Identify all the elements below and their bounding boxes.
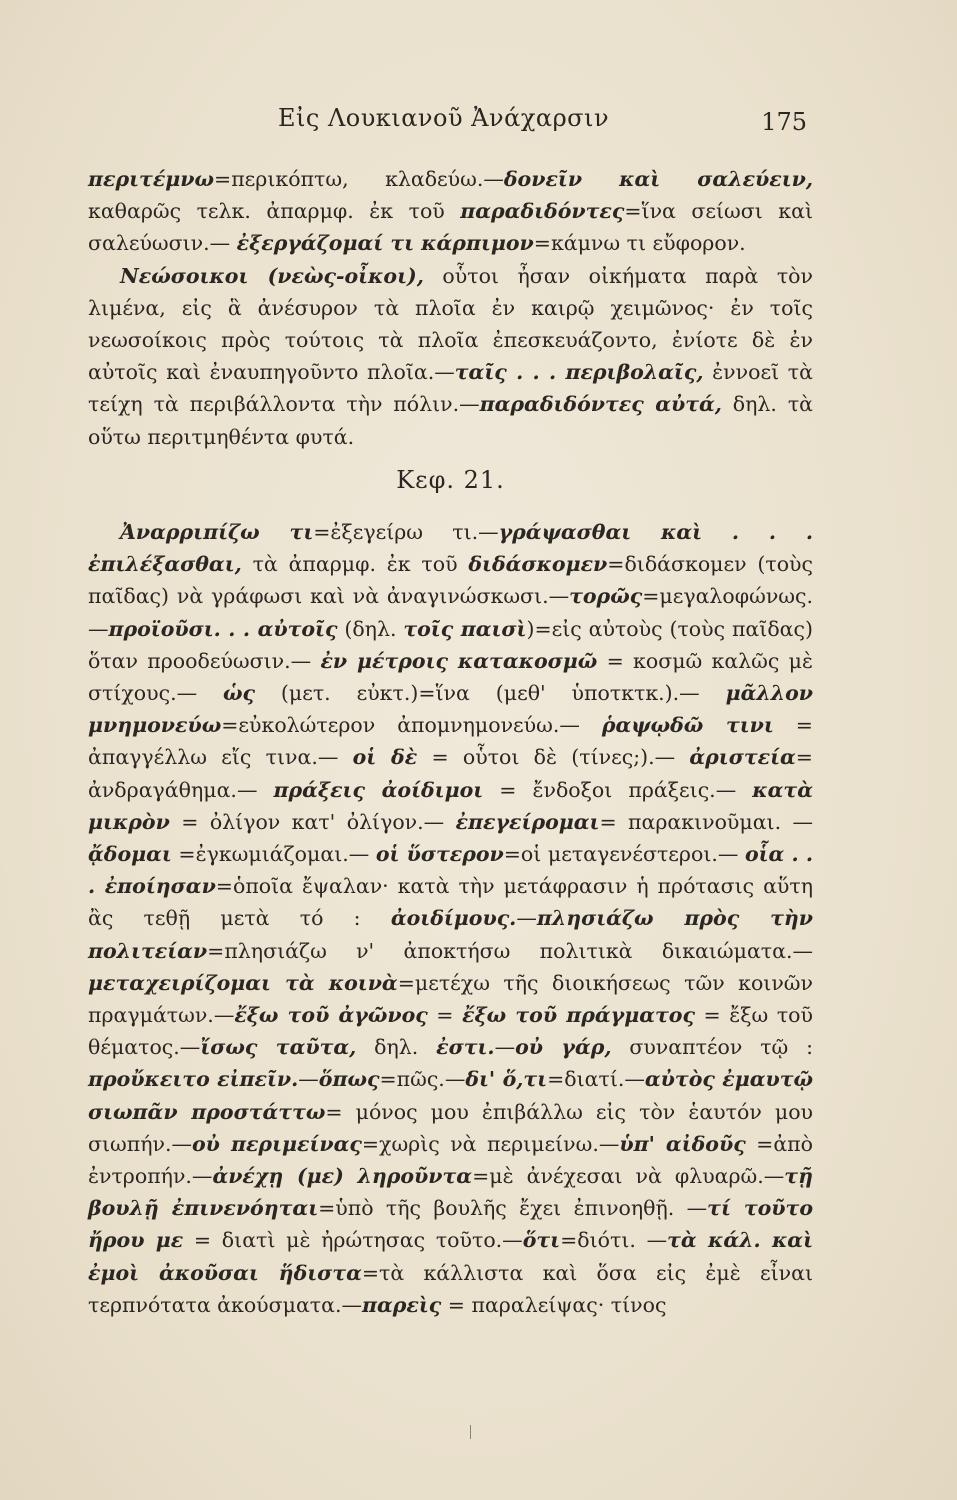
gloss: = οὗτοι δὲ (τίνες;).— xyxy=(417,745,690,770)
lemma: περιτέμνω xyxy=(88,167,215,191)
gloss: =διδάσκομεν (τοὺς παῖδας) νὰ γράφωσι καὶ νὰ ἀναγινώσκωσι.— xyxy=(88,552,813,609)
gloss: =μετέχω τῆς διοικήσεως τῶν κοινῶν πραγμάτων.— xyxy=(88,970,813,1028)
gloss: =ὑπὸ τῆς βουλῆς ἔχει ἐπινοηθῇ. — xyxy=(318,1196,708,1221)
lemma: τί τοῦτο ἤρου με xyxy=(88,1196,813,1253)
lemma: πράξεις ἀοίδιμοι xyxy=(273,777,484,802)
gloss: οὗτοι ἦσαν οἰκήματα παρὰ τὸν λιμένα, εἰς ἃ ἀνέσυρον τὰ πλοῖα ἐν καιρῷ χειμῶνος· ἐν τοῖς νεωσοίκοις πρὸς τούτοις τὰ πλοῖα ἐπεσκευάζοντο, ἐνίοτε δὲ ἐν αὐτοῖς καὶ ἐναυπηγοῦντο πλοῖα.— xyxy=(88,263,813,385)
gloss: = ἀπαγγέλλω εἴς τινα.— xyxy=(88,713,813,770)
gloss: = ὀλίγον κατ' ὀλίγον.— xyxy=(169,809,456,834)
gloss: δηλ. xyxy=(356,1035,437,1060)
gloss: =πλησιάζω ν' ἀποκτήσω πολιτικὰ δικαιώματα.— xyxy=(207,938,813,963)
gloss: =εὐκολώτερον ἀπομνημονεύω.— xyxy=(221,713,602,738)
gloss: =ὁποῖα ἔψαλαν· κατὰ τὴν μετάφρασιν ἡ πρότασις αὕτη ἂς τεθῇ μετὰ τό : xyxy=(88,874,813,931)
gloss: =διότι. — xyxy=(560,1228,668,1253)
gloss: =διατί.— xyxy=(547,1067,645,1092)
gloss: = ἔνδοξοι πράξεις.— xyxy=(483,777,753,802)
lemma: ὑπ' αἰδοῦς xyxy=(619,1131,746,1156)
lemma: προϊοῦσι. . . αὐτοῖς xyxy=(108,616,338,641)
lemma: ῥαψῳδῶ τινι xyxy=(601,713,774,738)
lemma: ἀοιδίμους. xyxy=(390,906,517,931)
lemma: μεταχειρίζομαι τὰ κοινὰ xyxy=(88,970,398,995)
gloss: )=εἰς αὐτοὺς (τοὺς παῖδας) ὅταν προοδεύωσιν.— xyxy=(88,616,813,673)
paragraph-neosoikoi xyxy=(88,260,813,453)
lemma: τορῶς xyxy=(569,584,643,609)
lemma: οὐ περιμείνας xyxy=(191,1131,362,1156)
lemma: μᾶλλον μνημονεύω xyxy=(88,681,813,738)
gloss: = xyxy=(427,1003,463,1028)
commentary-text-top xyxy=(88,163,813,453)
gloss: καθαρῶς τελκ. ἀπαρμφ. ἐκ τοῦ xyxy=(88,199,461,224)
lemma: Νεώσοικοι (νεὼς-οἶκοι), xyxy=(120,263,424,288)
paragraph-notes-1 xyxy=(88,163,813,260)
lemma: παραδιδόντες αὐτά, xyxy=(479,392,722,417)
lemma: αὐτὸς ἐμαυτῷ σιωπᾶν προστάττω xyxy=(88,1067,814,1124)
lemma: γράψασθαι καὶ . . . ἐπιλέξασθαι, xyxy=(88,520,813,577)
gloss: =ἐξεγείρω τι.— xyxy=(313,520,499,544)
running-head: Εἰς Λουκιανοῦ Ἀνάχαρσιν xyxy=(277,104,610,132)
gloss: =τὰ κάλλιστα καὶ ὅσα εἰς ἐμὲ εἶναι τερπνότατα ἀκούσματα.— xyxy=(88,1260,813,1317)
gloss: =οἱ μεταγενέστεροι.— xyxy=(503,842,745,867)
lemma: δονεῖν καὶ σαλεύειν, xyxy=(503,167,813,191)
lemma: κατὰ μικρὸν xyxy=(88,777,813,834)
gloss: =μὲ ἀνέχεσαι νὰ φλυαρῶ.— xyxy=(472,1164,785,1189)
gloss: (δηλ. xyxy=(337,616,404,641)
gloss: ἐννοεῖ τὰ τείχη τὰ περιβάλλοντα τὴν πόλιν.— xyxy=(88,360,813,417)
lemma: ἐπεγείρομαι xyxy=(455,809,600,834)
gloss: = παραλείψας· τίνος xyxy=(441,1292,667,1317)
lemma: ἀριστεία xyxy=(689,745,796,770)
gloss: = διατὶ μὲ ἠρώτησας τοῦτο.— xyxy=(183,1228,523,1253)
gloss: — xyxy=(494,1035,516,1060)
gloss: — xyxy=(516,906,537,931)
lemma: ἐξεργάζομαί τι κάρπιμον xyxy=(236,231,534,256)
printer-mark xyxy=(470,1425,474,1439)
gloss: =ἐγκωμιάζομαι.— xyxy=(171,842,376,867)
lemma: ᾄδομαι xyxy=(88,842,172,867)
lemma: ἐν μέτροις κατακοσμῶ xyxy=(320,648,598,673)
lemma: προὔκειτο εἰπεῖν. xyxy=(88,1067,299,1092)
lemma: ὅπως xyxy=(318,1067,380,1092)
lemma: ἀνέχῃ (με) ληροῦντα xyxy=(212,1164,473,1189)
gloss: =μεγαλοφώνως. — xyxy=(88,584,813,641)
gloss: =χωρὶς νὰ περιμείνω.— xyxy=(361,1131,620,1156)
gloss: = παρακινοῦμαι. — xyxy=(599,809,814,834)
lemma: ἔξω τοῦ πράγματος xyxy=(462,1003,695,1028)
lemma: δι' ὅ,τι xyxy=(465,1067,548,1092)
gloss: = κοσμῶ καλῶς μὲ στίχους.— xyxy=(88,648,813,706)
lemma: οἱ δὲ xyxy=(352,745,418,770)
lemma: ἐστι. xyxy=(436,1035,495,1060)
gloss: = ἀνδραγάθημα.— xyxy=(88,745,813,802)
gloss: = μόνος μου ἐπιβάλλω εἰς τὸν ἑαυτόν μου σιωπήν.— xyxy=(88,1099,813,1156)
lemma: οἱ ὕστερον xyxy=(375,842,504,867)
lemma: ὡς xyxy=(223,681,256,706)
gloss: τὰ ἀπαρμφ. ἐκ τοῦ xyxy=(241,552,469,577)
lemma: οὐ γάρ, xyxy=(515,1035,612,1060)
gloss: (μετ. εὐκτ.)=ἵνα (μεθ' ὑποτκτκ.).— xyxy=(255,681,726,706)
lemma: ἴσως ταῦτα, xyxy=(200,1035,357,1060)
gloss: συναπτέον τῷ : xyxy=(611,1035,814,1060)
gloss: =πῶς.— xyxy=(379,1067,466,1092)
lemma: πλησιάζω πρὸς τὴν πολιτείαν xyxy=(88,906,813,963)
lemma: τῇ βουλῇ ἐπινενόηται xyxy=(88,1164,813,1221)
lemma: παραδιδόντες xyxy=(460,199,625,224)
lemma: ὅτι xyxy=(522,1228,561,1253)
gloss: =περικόπτω, κλαδεύω.— xyxy=(214,167,504,191)
lemma: ταῖς . . . περιβολαῖς, xyxy=(454,360,704,385)
gloss: — xyxy=(298,1067,319,1092)
paragraph-chapter-21 xyxy=(88,516,813,1321)
chapter-heading: Κεφ. 21. xyxy=(396,466,505,494)
lemma: οἷα . . . ἐποίησαν xyxy=(88,842,813,899)
lemma: τὰ κάλ. καὶ ἐμοὶ ἀκοῦσαι ἥδιστα xyxy=(88,1228,814,1285)
lemma: ἔξω τοῦ ἀγῶνος xyxy=(234,1003,428,1028)
page-number: 175 xyxy=(761,108,807,136)
lemma: παρεὶς xyxy=(362,1292,442,1317)
gloss: =κάμνω τι εὔφορον. xyxy=(533,231,746,256)
lemma: Ἀναρριπίζω τι xyxy=(120,520,314,544)
gloss: = ἔξω τοῦ θέματος.— xyxy=(88,1003,813,1060)
gloss: =ἀπὸ ἐντροπήν.— xyxy=(88,1131,813,1189)
lemma: τοῖς παισὶ xyxy=(403,616,527,641)
gloss: δηλ. τὰ οὕτω περιτμηθέντα φυτά. xyxy=(88,392,813,449)
commentary-text-chapter-21 xyxy=(88,516,813,1321)
gloss: =ἵνα σείωσι καὶ σαλεύωσιν.— xyxy=(88,199,813,256)
lemma: διδάσκομεν xyxy=(468,552,608,577)
